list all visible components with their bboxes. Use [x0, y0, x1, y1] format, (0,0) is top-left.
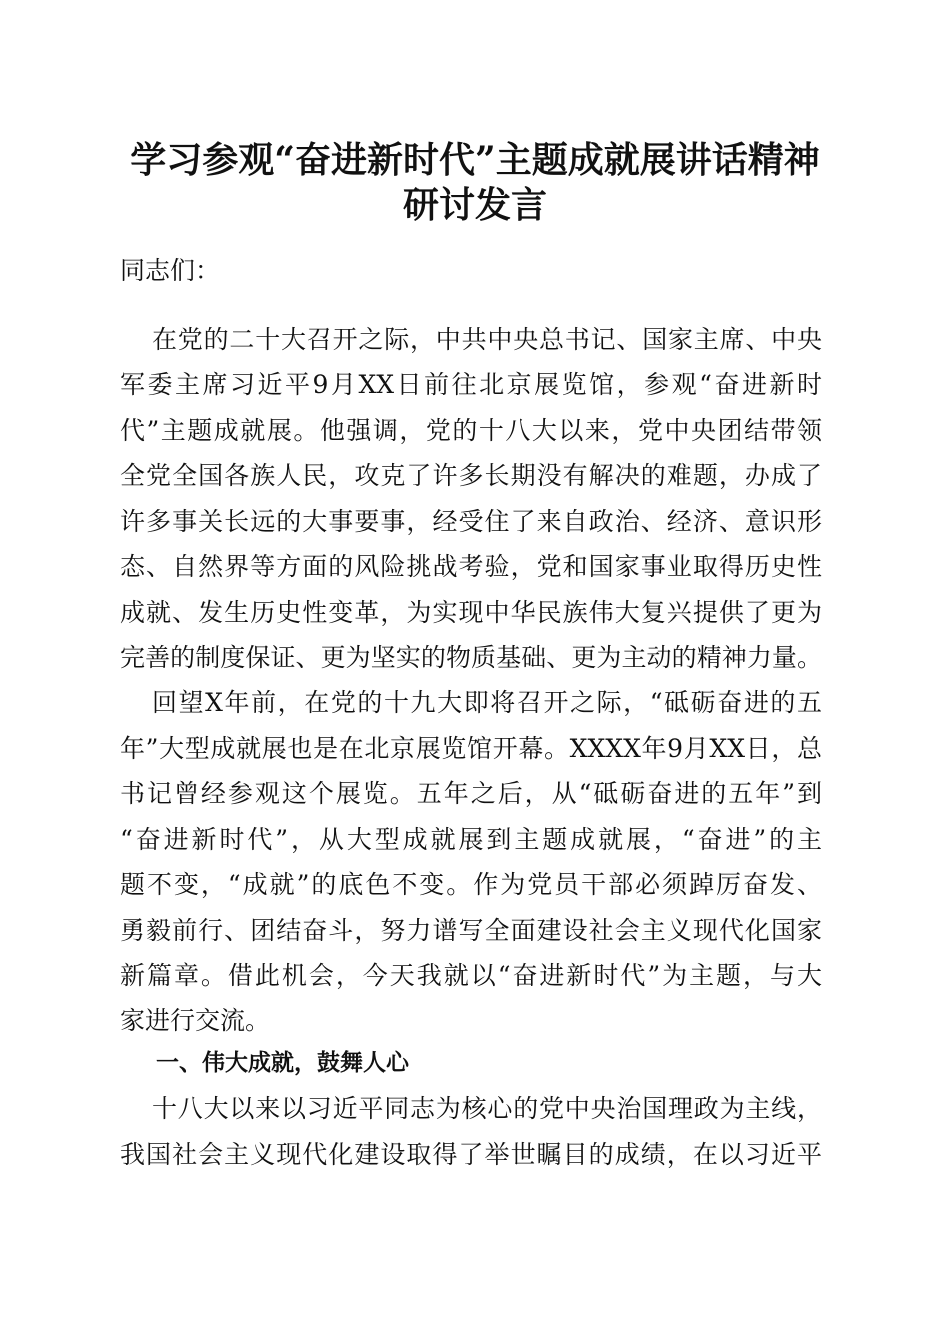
text-line: 题不变，“成就”的底色不变。作为党员干部必须踔厉奋发、: [120, 870, 822, 899]
document-title-line-2: 研讨发言: [402, 184, 547, 226]
text-line: 全党全国各族人民，攻克了许多长期没有解决的难题，办成了: [120, 461, 822, 490]
text-line: 勇毅前行、团结奋斗，努力谱写全面建设社会主义现代化国家: [120, 916, 822, 945]
text-line: 成就、发生历史性变革，为实现中华民族伟大复兴提供了更为: [120, 598, 822, 627]
text-line: “奋进新时代”，从大型成就展到主题成就展，“奋进”的主: [120, 825, 822, 854]
text-line: 在党的二十大召开之际，中共中央总书记、国家主席、中央: [152, 325, 822, 354]
salutation: 同志们：: [120, 256, 221, 285]
document-title-line-1: 学习参观“奋进新时代”主题成就展讲话精神: [130, 139, 820, 181]
text-line: 我国社会主义现代化建设取得了举世瞩目的成绩，在以习近平: [120, 1140, 822, 1169]
text-line: 年”大型成就展也是在北京展览馆开幕。XXXX年9月XX日，总: [120, 734, 822, 763]
text-line: 书记曾经参观这个展览。五年之后，从“砥砺奋进的五年”到: [120, 779, 822, 808]
text-line: 十八大以来以习近平同志为核心的党中央治国理政为主线，: [152, 1094, 822, 1123]
text-line: 许多事关长远的大事要事，经受住了来自政治、经济、意识形: [120, 507, 822, 536]
section-heading-1: 一、伟大成就，鼓舞人心: [156, 1050, 409, 1076]
text-line: 军委主席习近平9月XX日前往北京展览馆，参观“奋进新时: [120, 370, 822, 399]
text-line: 家进行交流。: [120, 1006, 271, 1035]
text-line: 代”主题成就展。他强调，党的十八大以来，党中央团结带领: [120, 416, 822, 445]
text-line: 新篇章。借此机会，今天我就以“奋进新时代”为主题，与大: [120, 961, 822, 990]
text-line: 态、自然界等方面的风险挑战考验，党和国家事业取得历史性: [120, 552, 822, 581]
text-line: 回望X年前，在党的十九大即将召开之际，“砥砺奋进的五: [152, 688, 822, 717]
text-line: 完善的制度保证、更为坚实的物质基础、更为主动的精神力量。: [120, 643, 822, 672]
